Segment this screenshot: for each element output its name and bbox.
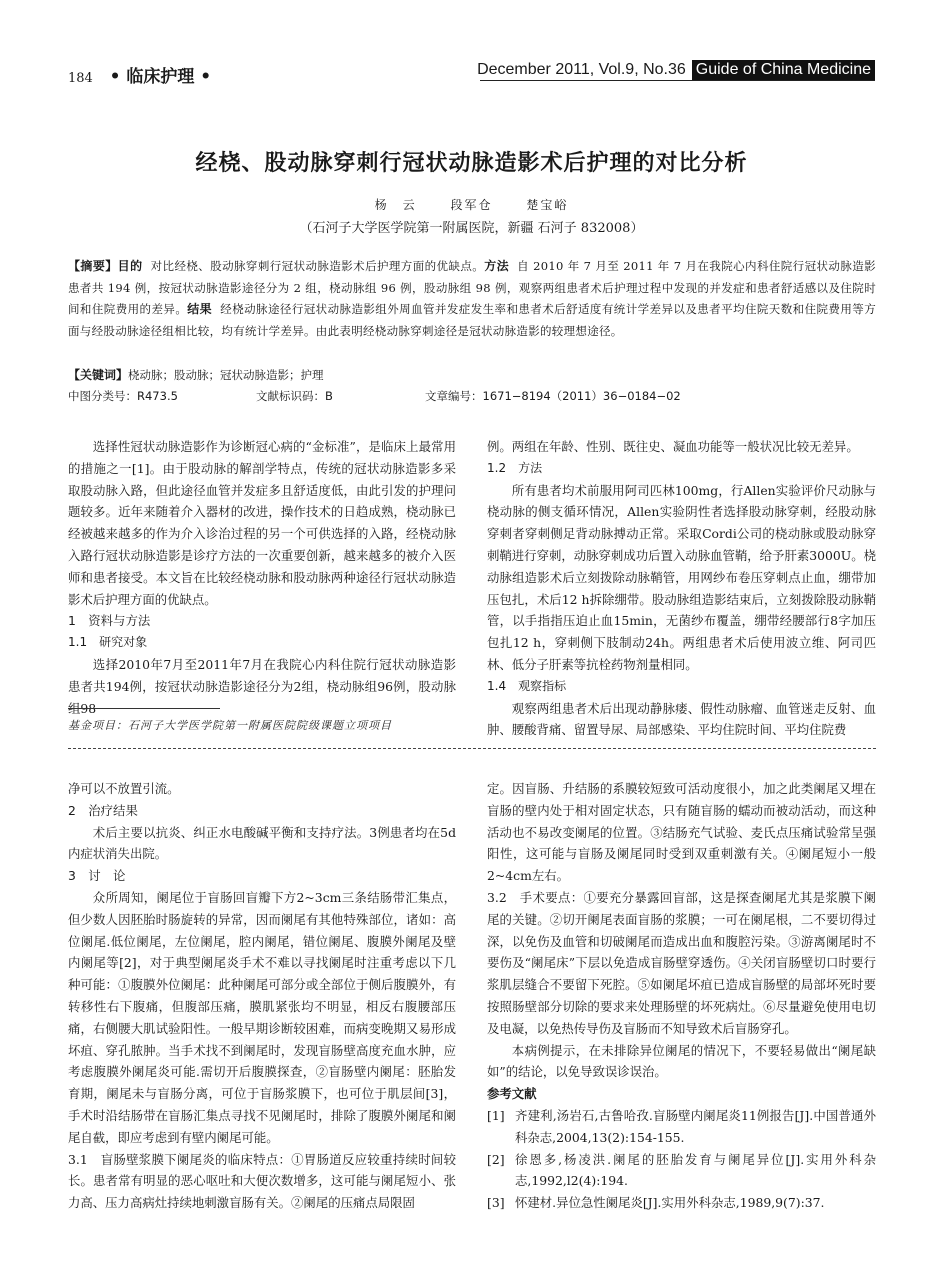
section-heading: 1 资料与方法 (68, 613, 151, 629)
body-column-right (487, 436, 876, 741)
article-title: 经桡、股动脉穿刺行冠状动脉造影术后护理的对比分析 (195, 151, 748, 176)
article-separator (68, 748, 876, 749)
affiliation: （石河子大学医学院第一附属医院，新疆 石河子 832008） (299, 221, 644, 236)
body-paragraph: 3.2 手术要点：①要充分暴露回盲部，这是探查阑尾尤其是浆膜下阑尾的关键。②切开阑尾表面盲肠的浆膜；一可在阑尾根，二不要切得过深，以免伤及血管和切破阑尾而造成出血和腹腔污染。③游离阑尾时不要伤及“阑尾床”下层以免造成盲肠壁穿透伤。④关闭盲肠壁切口时要行浆肌层缝合不要留下死腔。⑤如阑尾坏疽已造成盲肠壁的局部坏死时要按照肠壁部分切除的要求来处理肠壁的坏死病灶。⑥尽量避免使用电切及电凝，以免热传导伤及盲肠而不知导致术后盲肠穿孔。 (487, 889, 876, 1036)
reference-item (487, 1105, 876, 1149)
author-list (0, 196, 943, 213)
method-label: 方法 (484, 259, 510, 273)
reference-text: 徐恩多,杨凌洪.阑尾的胚胎发育与阑尾异位[J].实用外科杂志,1992,l2(4):194. (515, 1151, 876, 1189)
article-number: 文章编号：1671−8194（2011）36−0184−02 (425, 389, 681, 403)
document-code: 文献标识码：B (256, 389, 333, 403)
body-paragraph: 定。因盲肠、升结肠的系膜较短致可活动度很小，加之此类阑尾又埋在盲肠的壁内处于相对固定状态，只有随盲肠的蠕动而被动活动，而这种活动也不易改变阑尾的位置。③结肠充气试验、麦氏点压痛试验常呈强阳性，这可能与盲肠及阑尾同时受到双重刺激有关。④阑尾短小一般2~4cm左右。 (487, 781, 876, 884)
keywords-label: 【关键词】 (68, 368, 129, 382)
reference-number: [1] (487, 1107, 505, 1123)
abstract-result: 经桡动脉途径行冠状动脉造影组外周血管并发症发生率和患者术后舒适度有统计学差异以及患者平均住院天数和住院费用等方面与经股动脉途径组相比较，均有统计学差异。由此表明经桡动脉穿刺途径是冠状动脉造影的较理想途径。 (68, 302, 876, 338)
running-header-left (68, 62, 211, 87)
lower-column-left (68, 778, 456, 1214)
page-number: 184 (68, 71, 93, 86)
body-paragraph: 众所周知，阑尾位于盲肠回盲瓣下方2~3cm三条结肠带汇集点，但少数人因胚胎时肠旋转的异常，因而阑尾有其他特殊部位，诸如：高位阑尾.低位阑尾，左位阑尾，腔内阑尾，错位阑尾、腹膜外阑尾及壁内阑尾等[2]，对于典型阑尾炎手术不难以寻找阑尾时注重考虑以下几种可能：①腹膜外位阑尾：此种阑尾可部分或全部位于侧后腹膜外，有转移性右下腹痛，但腹部压痛，膜肌紧张均不明显，相反右腹腰部压痛，右侧腰大肌试验阳性。一般早期诊断较困难，而病变晚期又易形成坏疽、穿孔脓肿。当手术找不到阑尾时，发现盲肠壁高度充血水肿，应考虑腹膜外阑尾炎可能.需切开后腹膜探查，②盲肠壁内阑尾：胚胎发育期，阑尾未与盲肠分离，可位于盲肠浆膜下，也可位于肌层间[3]，手术时沿结肠带在盲肠汇集点寻找不见阑尾时，排除了腹膜外阑尾和阑尾自截，即应考虑到有壁内阑尾可能。 (68, 889, 456, 1145)
author: 楚宝峪 (526, 198, 569, 212)
clc-number: 中图分类号：R473.5 (68, 389, 178, 403)
reference-text: 齐建利,汤岩石,古鲁哈孜.盲肠壁内阑尾炎11例报告[J].中国普通外科杂志,2004,13(2):154-155. (515, 1107, 876, 1145)
reference-number: [3] (487, 1195, 505, 1211)
author: 段军仓 (450, 198, 493, 212)
body-paragraph: 3.1 盲肠壁浆膜下阑尾炎的临床特点：①胃肠道反应较重持续时间较长。患者常有明显的恶心呕吐和大便次数增多，这可能与阑尾短小、张力高、压力高病灶持续地刺激盲肠有关。②阑尾的压痛点局限固 (68, 1151, 456, 1211)
body-column-left (68, 436, 456, 719)
abstract (68, 256, 876, 342)
reference-number: [2] (487, 1151, 505, 1167)
body-paragraph: 所有患者均术前服用阿司匹林100mg，行Allen实验评价尺动脉与桡动脉的侧支循环情况，Allen实验阴性者选择股动脉穿刺，经股动脉穿刺者穿刺侧足背动脉搏动正常。采取Cordi公司的桡动脉或股动脉穿刺鞘进行穿刺，动脉穿刺成功后置入动脉血管鞘，给予肝素3000U。桡动脉组造影术后立刻拨除动脉鞘管，用网纱布卷压穿刺点止血，绷带加压包扎，术后12 h拆除绷带。股动脉组造影结束后，立刻拨除股动脉鞘管，以手指指压迫止血15min，无菌纱布覆盖，绷带经腰部行8字加压包扎12 h，穿刺侧下肢制动24h。两组患者术后使用波立维、阿司匹林、低分子肝素等抗栓药物剂量相同。 (487, 482, 876, 672)
body-paragraph: 术后主要以抗炎、纠正水电酸碱平衡和支持疗法。3例患者均在5d内症状消失出院。 (68, 824, 456, 862)
body-paragraph: 观察两组患者术后出现动静脉瘘、假性动脉瘤、血管迷走反射、血肿、腰酸背痛、留置导尿、局部感染、平均住院时间、平均住院费 (487, 700, 876, 738)
lower-column-right (487, 778, 876, 1214)
reference-text: 怀建材.异位急性阑尾炎[J].实用外科杂志,1989,9(7):37. (515, 1195, 825, 1211)
issue-info: December 2011, Vol.9, No.36 (477, 61, 686, 78)
section-label: • 临床护理 • (109, 67, 212, 87)
abstract-method: 自 2010 年 7 月至 2011 年 7 月在我院心内科住院行冠状动脉造影患者共 194 例，按冠状动脉造影途径分为 2 组，桡动脉组 96 例，股动脉组 98 例，观察两组患者术后护理过程中发现的并发症和患者舒适感以及住院时间和住院费用的差异。 (68, 259, 876, 316)
header-rule (480, 80, 875, 81)
journal-name: Guide of China Medicine (692, 60, 875, 80)
keywords-text: 桡动脉；股动脉；冠状动脉造影；护理 (128, 368, 324, 382)
body-paragraph: 本病例提示，在未排除异位阑尾的情况下，不要轻易做出“阑尾缺如”的结论，以免导致误诊误治。 (487, 1042, 876, 1080)
section-heading: 2 治疗结果 (68, 802, 138, 818)
subsection-heading: 1.1 研究对象 (68, 635, 148, 650)
result-label: 结果 (187, 302, 213, 316)
section-heading: 3 讨 论 (68, 868, 126, 884)
purpose-label: 目的 (117, 259, 143, 273)
references-heading: 参考文献 (487, 1086, 537, 1102)
abstract-purpose: 对比经桡、股动脉穿刺行冠状动脉造影术后护理方面的优缺点。 (150, 259, 485, 273)
body-paragraph: 例。两组在年龄、性别、既往史、凝血功能等一般状况比较无差异。 (487, 439, 859, 454)
intro-paragraph: 选择性冠状动脉造影作为诊断冠心病的“金标准”，是临床上最常用的措施之一[1]。由于股动脉的解剖学特点，传统的冠状动脉造影多采取股动脉入路，但此途径血管并发症多且舒适度低，由此引发的护理问题较多。近年来随着介入器材的改进，操作技术的日趋成熟，桡动脉已经被越来越多的作为介入诊治过程的另一个可供选择的入路，经桡动脉入路行冠状动脉造影是诊疗方法的一次重要创新，越来越多的被介入医师和患者接受。本文旨在比较经桡动脉和股动脉两种途径行冠状动脉造影术后护理方面的优缺点。 (68, 439, 456, 607)
body-paragraph: 净可以不放置引流。 (68, 781, 180, 796)
body-paragraph: 选择2010年7月至2011年7月在我院心内科住院行冠状动脉造影患者共194例，按冠状动脉造影途径分为2组，桡动脉组96例，股动脉组98 (68, 656, 456, 716)
funding-footnote: 基金项目：石河子大学医学院第一附属医院院级课题立项项目 (68, 719, 392, 732)
footnote-rule (68, 708, 220, 709)
reference-item (487, 1192, 876, 1214)
subsection-heading: 1.4 观察指标 (487, 678, 567, 693)
keywords (68, 366, 324, 383)
running-header-right (477, 60, 875, 80)
subsection-heading: 1.2 方法 (487, 460, 543, 475)
author: 杨 云 (374, 198, 417, 212)
reference-item (487, 1149, 876, 1193)
abstract-label: 【摘要】 (68, 259, 118, 273)
